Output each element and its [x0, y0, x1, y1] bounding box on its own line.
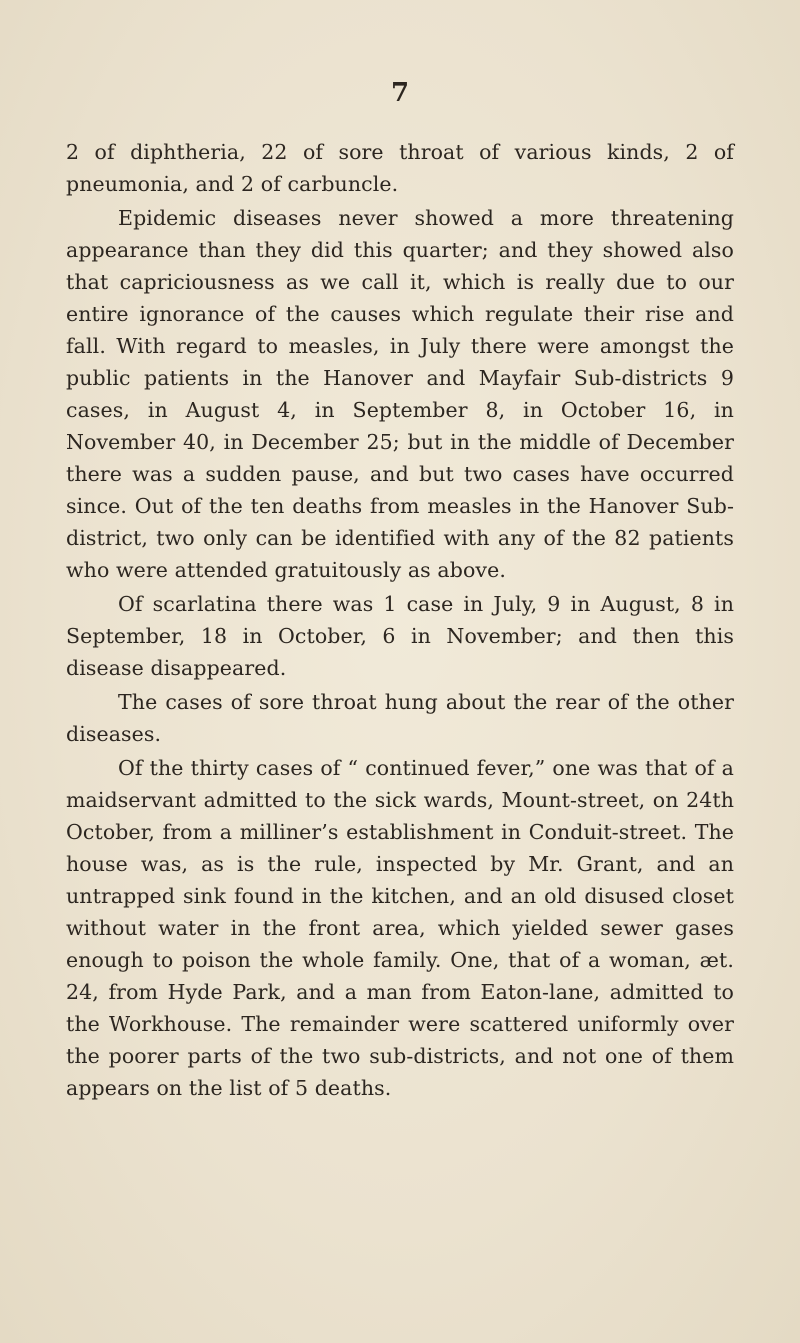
body-text	[66, 136, 734, 1104]
page-number: 7	[390, 78, 410, 108]
paragraph-1: 2 of diphtheria, 22 of sore throat of various kinds, 2 of pneumonia, and 2 of carbuncle.	[66, 140, 734, 196]
paragraph-4: The cases of sore throat hung about the rear of the other diseases.	[66, 690, 734, 746]
paragraph-5: Of the thirty cases of “ continued fever,” one was that of a maidservant admitted to the sick wards, Mount-street, on 24th October, from a milliner’s establishment in Conduit-street. The house was, as is the rule, inspected by Mr. Grant, and an untrapped sink found in the kitchen, and an old disused closet without water in the front area, which yielded sewer gases enough to poison the whole family. One, that of a woman, æt. 24, from Hyde Park, and a man from Eaton-lane, admitted to the Workhouse. The remainder were scattered uniformly over the poorer parts of the two sub-districts, and not one of them appears on the list of 5 deaths.	[66, 756, 734, 1100]
paragraph-3: Of scarlatina there was 1 case in July, 9 in August, 8 in September, 18 in October, 6 in November; and then this disease disappeared.	[66, 592, 734, 680]
paragraph-2: Epidemic diseases never showed a more threatening appearance than they did this quarter; and they showed also that capriciousness as we call it, which is really due to our entire ignorance of the causes which regulate their rise and fall. With regard to measles, in July there were amongst the public patients in the Hanover and Mayfair Sub-districts 9 cases, in August 4, in September 8, in October 16, in November 40, in December 25; but in the middle of December there was a sudden pause, and but two cases have occurred since. Out of the ten deaths from measles in the Hanover Sub-district, two only can be identified with any of the 82 patients who were attended gratuitously as above.	[66, 206, 734, 582]
